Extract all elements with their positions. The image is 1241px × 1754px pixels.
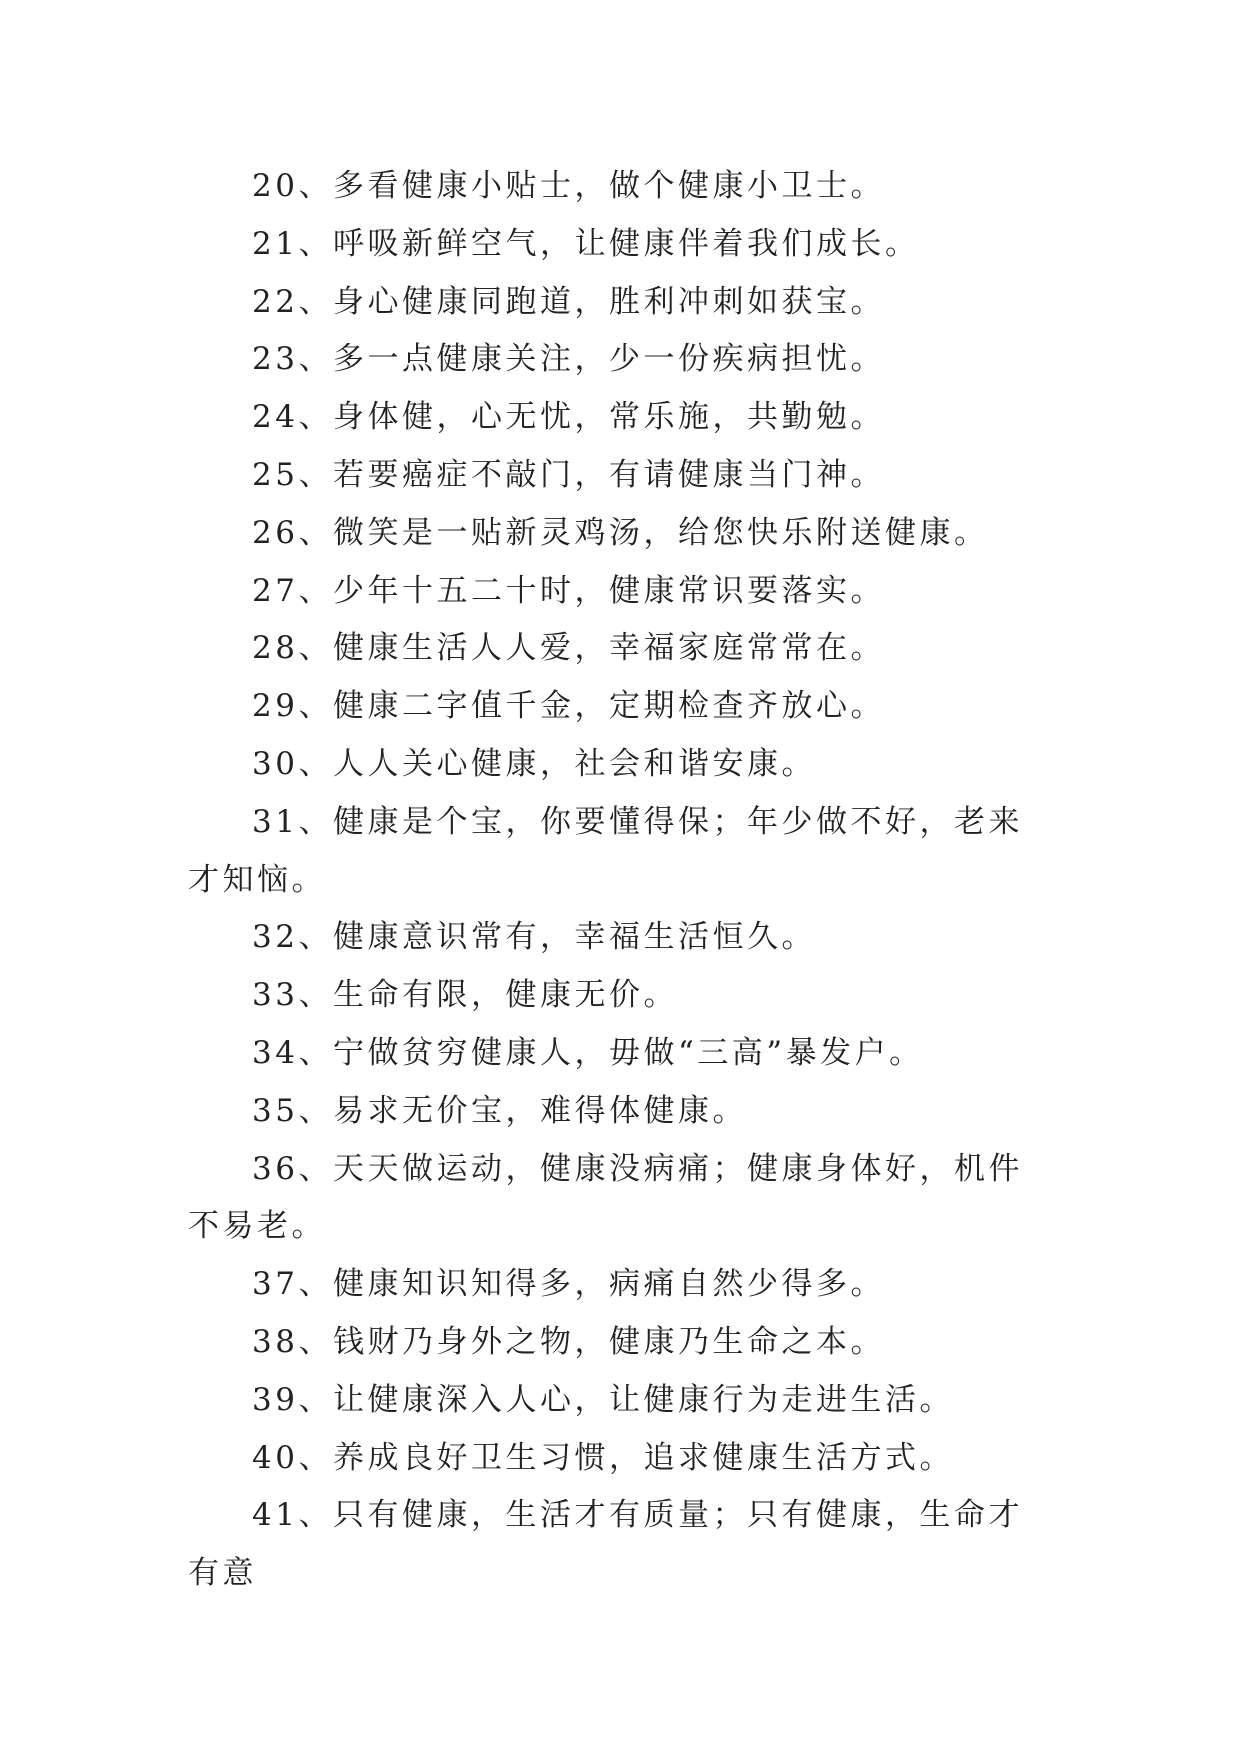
list-item: 31、健康是个宝，你要懂得保；年少做不好，老来才知恼。	[188, 803, 1023, 898]
list-item: 37、健康知识知得多，病痛自然少得多。	[252, 1266, 885, 1303]
list-item: 33、生命有限，健康无价。	[252, 977, 678, 1014]
list-item: 23、多一点健康关注，少一份疾病担忧。	[252, 341, 885, 378]
list-item: 36、天天做运动，健康没病痛；健康身体好，机件不易老。	[188, 1150, 1023, 1245]
list-item: 39、让健康深入人心，让健康行为走进生活。	[252, 1381, 954, 1418]
list-item: 24、身体健，心无忧，常乐施，共勤勉。	[252, 399, 885, 436]
list-item: 21、呼吸新鲜空气，让健康伴着我们成长。	[252, 225, 920, 262]
list-item: 34、宁做贫穷健康人，毋做“三高”暴发户。	[252, 1034, 924, 1071]
list-item: 26、微笑是一贴新灵鸡汤，给您快乐附送健康。	[252, 514, 989, 551]
slogan-list	[188, 158, 1050, 1603]
list-item: 30、人人关心健康，社会和谐安康。	[252, 745, 816, 782]
list-item: 38、钱财乃身外之物，健康乃生命之本。	[252, 1323, 885, 1360]
list-item: 27、少年十五二十时，健康常识要落实。	[252, 572, 885, 609]
list-item: 35、易求无价宝，难得体健康。	[252, 1092, 747, 1129]
list-item: 32、健康意识常有，幸福生活恒久。	[252, 919, 816, 956]
list-item: 25、若要癌症不敲门，有请健康当门神。	[252, 456, 885, 493]
list-item: 22、身心健康同跑道，胜利冲刺如获宝。	[252, 283, 885, 320]
list-item: 29、健康二字值千金，定期检查齐放心。	[252, 688, 885, 725]
list-item: 40、养成良好卫生习惯，追求健康生活方式。	[252, 1439, 954, 1476]
list-item: 28、健康生活人人爱，幸福家庭常常在。	[252, 630, 885, 667]
list-item: 41、只有健康，生活才有质量；只有健康，生命才有意	[188, 1497, 1023, 1592]
list-item: 20、多看健康小贴士，做个健康小卫士。	[252, 168, 885, 204]
